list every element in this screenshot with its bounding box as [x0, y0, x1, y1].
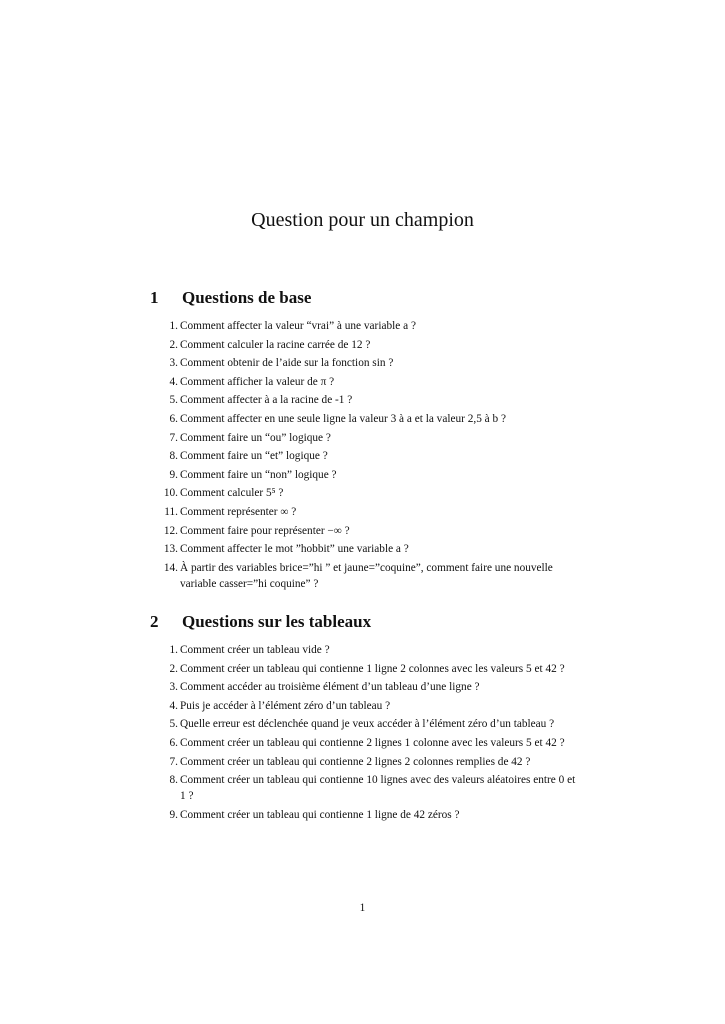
question-number: 7.	[169, 431, 178, 444]
question-item	[150, 642, 580, 658]
section-heading	[150, 288, 580, 308]
question-item	[150, 523, 580, 539]
question-number: 11.	[164, 505, 178, 518]
question-number: 6.	[169, 736, 178, 749]
question-item	[150, 754, 580, 770]
question-text: À partir des variables brice=”hi ” et jaune=”coquine”, comment faire une nouvelle variable casser=”hi coquine” ?	[180, 561, 553, 590]
question-item	[150, 661, 580, 677]
question-item	[150, 735, 580, 751]
question-item	[150, 374, 580, 390]
question-item	[150, 485, 580, 501]
question-text: Comment faire pour représenter −∞ ?	[180, 524, 350, 537]
question-item	[150, 318, 580, 334]
question-item	[150, 716, 580, 732]
question-text: Comment obtenir de l’aide sur la fonction sin ?	[180, 357, 394, 370]
question-item	[150, 504, 580, 520]
question-number: 3.	[169, 357, 178, 370]
question-text: Comment faire un “non” logique ?	[180, 468, 337, 481]
question-item	[150, 355, 580, 371]
question-number: 2.	[169, 338, 178, 351]
question-text: Quelle erreur est déclenchée quand je veux accéder à l’élément zéro d’un tableau ?	[180, 718, 555, 731]
section-questions-sur-les-tableaux	[150, 612, 580, 825]
question-number: 13.	[163, 543, 178, 556]
question-number: 8.	[169, 450, 178, 463]
page-number: 1	[359, 902, 366, 914]
question-list	[150, 318, 580, 592]
question-item	[150, 807, 580, 823]
question-item	[150, 541, 580, 557]
question-text: Comment créer un tableau qui contienne 1 ligne de 42 zéros ?	[180, 808, 460, 821]
question-item	[150, 560, 580, 592]
question-text: Comment calculer la racine carrée de 12 ?	[180, 338, 371, 351]
question-number: 6.	[169, 412, 178, 425]
question-item	[150, 448, 580, 464]
question-number: 10.	[163, 487, 178, 500]
question-text: Comment afficher la valeur de π ?	[180, 375, 335, 388]
question-text: Puis je accéder à l’élément zéro d’un tableau ?	[180, 699, 391, 712]
question-number: 4.	[169, 375, 178, 388]
section-number: 1	[150, 288, 159, 307]
question-number: 14.	[163, 561, 178, 574]
question-item	[150, 411, 580, 427]
question-number: 12.	[163, 524, 178, 537]
section-heading	[150, 612, 580, 632]
question-number: 9.	[169, 468, 178, 481]
question-item	[150, 430, 580, 446]
question-item	[150, 772, 580, 804]
section-number: 2	[150, 612, 159, 631]
question-item	[150, 392, 580, 408]
question-number: 1.	[169, 644, 178, 656]
question-list	[150, 642, 580, 823]
section-questions-de-base	[150, 288, 580, 594]
question-number: 2.	[169, 662, 178, 675]
question-text: Comment faire un “ou” logique ?	[180, 431, 331, 444]
question-number: 9.	[169, 808, 178, 821]
question-number: 5.	[169, 718, 178, 731]
question-item	[150, 698, 580, 714]
section-title: Questions de base	[182, 288, 312, 307]
question-number: 5.	[169, 394, 178, 407]
question-text: Comment créer un tableau qui contienne 2 lignes 1 colonne avec les valeurs 5 et 42 ?	[180, 736, 565, 749]
question-number: 8.	[169, 774, 178, 787]
question-text: Comment créer un tableau qui contienne 10 lignes avec des valeurs aléatoires entre 0 et 1 ?	[180, 774, 576, 803]
question-text: Comment accéder au troisième élément d’un tableau d’une ligne ?	[180, 681, 480, 694]
question-text: Comment créer un tableau qui contienne 2 lignes 2 colonnes remplies de 42 ?	[180, 755, 531, 768]
question-text: Comment affecter le mot ”hobbit” une variable a ?	[180, 543, 409, 556]
question-text: Comment affecter la valeur “vrai” à une variable a ?	[180, 320, 416, 332]
question-text: Comment représenter ∞ ?	[180, 505, 297, 518]
question-item	[150, 337, 580, 353]
question-number: 3.	[169, 681, 178, 694]
question-text: Comment affecter à a la racine de -1 ?	[180, 394, 353, 407]
question-text: Comment créer un tableau vide ?	[180, 644, 330, 656]
question-number: 4.	[169, 699, 178, 712]
question-text: Comment créer un tableau qui contienne 1 ligne 2 colonnes avec les valeurs 5 et 42 ?	[180, 662, 565, 675]
question-text: Comment calculer 5⁵ ?	[180, 487, 284, 500]
question-item	[150, 679, 580, 695]
document-title: Question pour un champion	[251, 209, 474, 232]
question-number: 7.	[169, 755, 178, 768]
question-number: 1.	[169, 320, 178, 332]
question-text: Comment affecter en une seule ligne la valeur 3 à a et la valeur 2,5 à b ?	[180, 412, 507, 425]
question-text: Comment faire un “et” logique ?	[180, 450, 328, 463]
question-item	[150, 467, 580, 483]
section-title: Questions sur les tableaux	[182, 612, 372, 631]
